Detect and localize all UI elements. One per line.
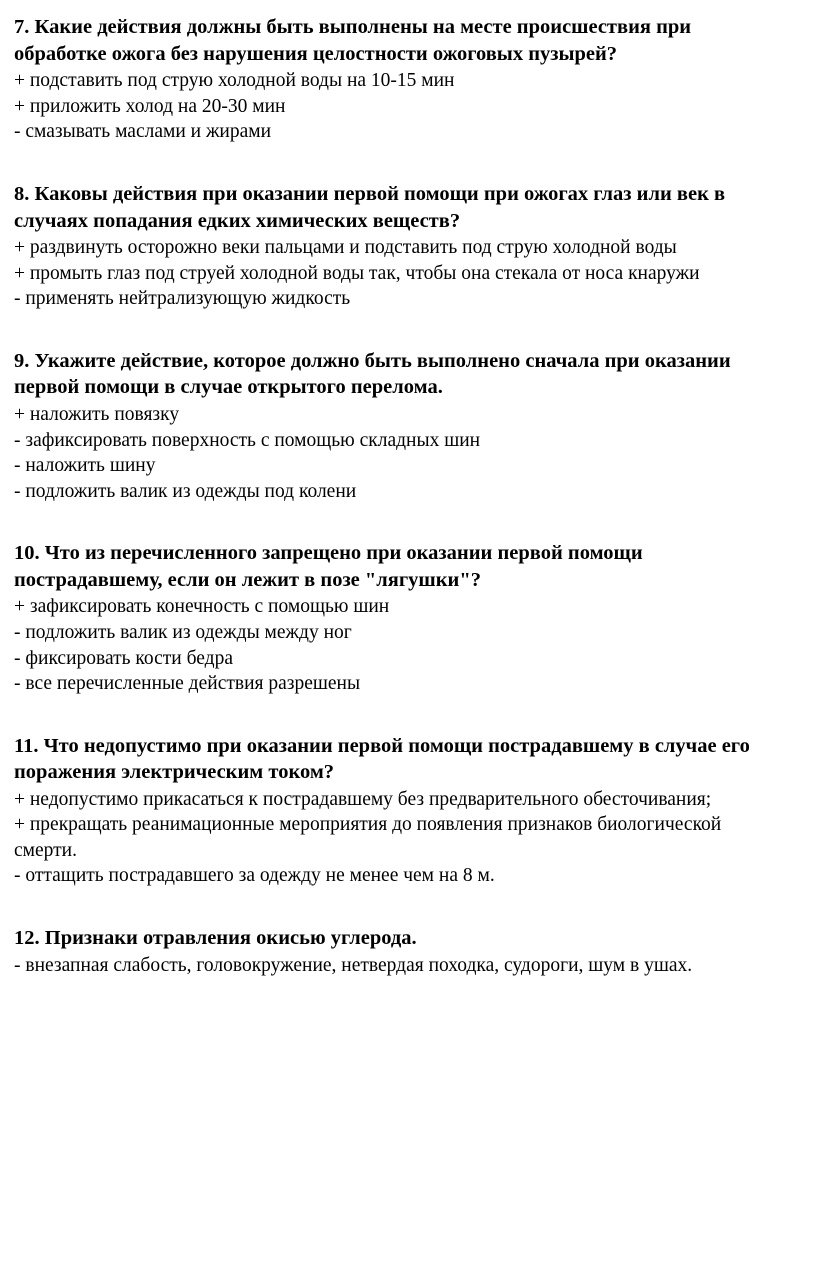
- question-text: 8. Каковы действия при оказании первой помощи при ожогах глаз или век в случаях попадания едких химических веществ?: [14, 182, 726, 232]
- question-block: [14, 181, 786, 312]
- answer-option: + раздвинуть осторожно веки пальцами и подставить под струю холодной воды: [14, 237, 677, 259]
- block-spacer: [14, 903, 786, 925]
- question-block: [14, 925, 786, 978]
- answer-option: + прекращать реанимационные мероприятия до появления признаков биологической смерти.: [14, 814, 722, 861]
- answer-option: - наложить шину: [14, 455, 156, 477]
- answer-option: + зафиксировать конечность с помощью шин: [14, 596, 390, 618]
- question-text: 7. Какие действия должны быть выполнены на месте происшествия при обработке ожога без нарушения целостности ожоговых пузырей?: [14, 16, 692, 65]
- answer-option: - внезапная слабость, головокружение, нетвердая походка, судороги, шум в ушах.: [14, 954, 693, 976]
- answer-option: + наложить повязку: [14, 404, 180, 426]
- answer-option: - подложить валик из одежды между ног: [14, 621, 352, 643]
- answer-option: - оттащить пострадавшего за одежду не менее чем на 8 м.: [14, 865, 495, 887]
- answer-option: - применять нейтрализующую жидкость: [14, 288, 351, 310]
- answer-option: - все перечисленные действия разрешены: [14, 673, 361, 695]
- question-text: 9. Укажите действие, которое должно быть выполнено сначала при оказании первой помощи в случае открытого перелома.: [14, 349, 731, 399]
- block-spacer: [14, 711, 786, 733]
- answer-option: + недопустимо прикасаться к пострадавшему без предварительного обесточивания;: [14, 788, 712, 810]
- answer-option: + промыть глаз под струей холодной воды так, чтобы она стекала от носа кнаружи: [14, 262, 700, 284]
- block-spacer: [14, 159, 786, 181]
- question-block: [14, 14, 786, 145]
- question-block: [14, 348, 786, 504]
- answer-option: + приложить холод на 20-30 мин: [14, 95, 286, 117]
- question-text: 12. Признаки отравления окисью углерода.: [14, 926, 417, 949]
- block-spacer: [14, 326, 786, 348]
- question-block: [14, 540, 786, 696]
- question-text: 10. Что из перечисленного запрещено при оказании первой помощи пострадавшему, если он лежит в позе "лягушки"?: [14, 542, 643, 591]
- answer-option: - зафиксировать поверхность с помощью складных шин: [14, 429, 481, 451]
- block-spacer: [14, 518, 786, 540]
- answer-option: - подложить валик из одежды под колени: [14, 480, 357, 502]
- question-text: 11. Что недопустимо при оказании первой помощи пострадавшему в случае его поражения электрическим током?: [14, 734, 750, 784]
- answer-option: - фиксировать кости бедра: [14, 647, 234, 669]
- answer-option: - смазывать маслами и жирами: [14, 121, 272, 143]
- answer-option: + подставить под струю холодной воды на 10-15 мин: [14, 70, 455, 92]
- question-block: [14, 733, 786, 889]
